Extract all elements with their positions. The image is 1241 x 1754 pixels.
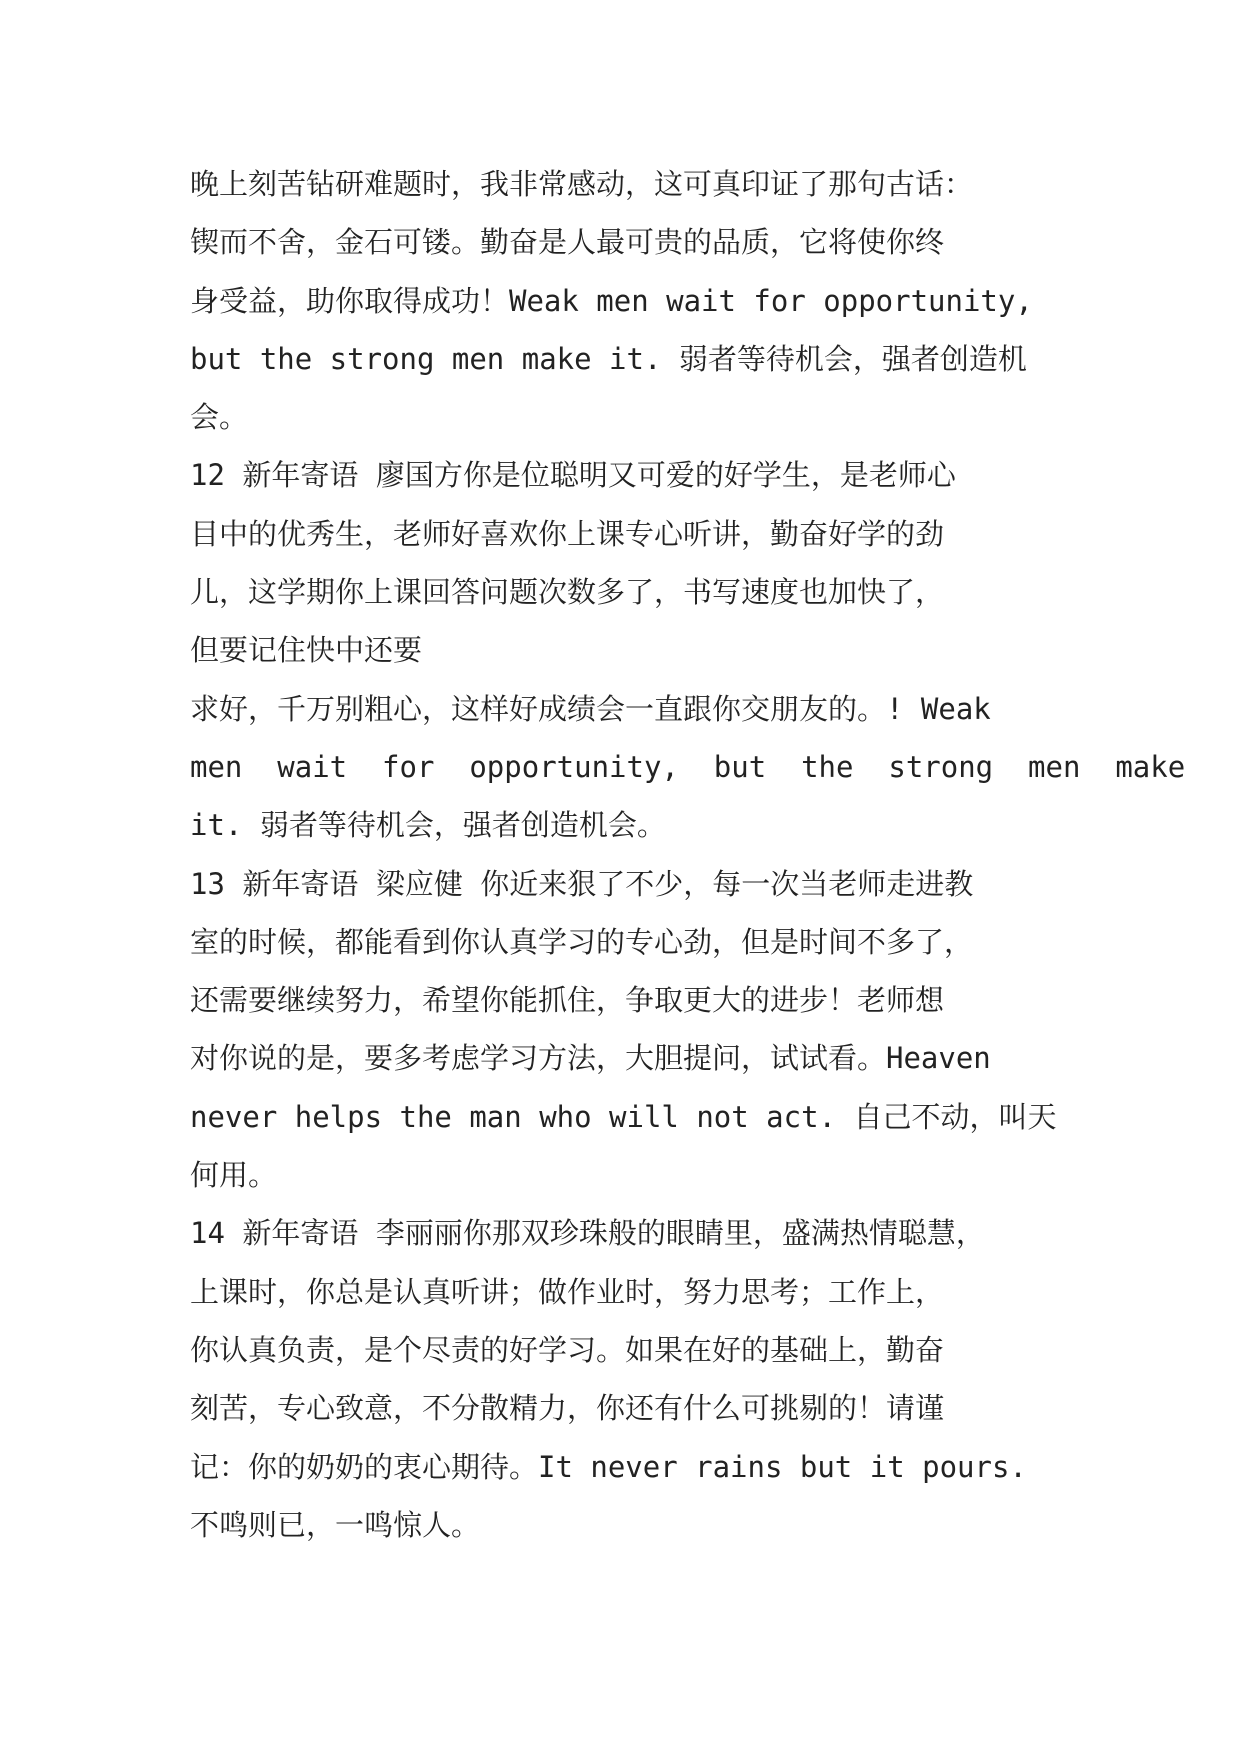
text-line: 何用。	[190, 1158, 278, 1193]
text-line: never helps the man who will not act. 自己不动，叫天	[190, 1099, 1057, 1134]
text-line: 13 新年寄语 梁应健 你近来狠了不少，每一次当老师走进教	[190, 866, 974, 901]
paragraph-3	[190, 680, 1186, 855]
text-line: 儿，这学期你上课回答问题次数多了，书写速度也加快了，	[190, 575, 945, 610]
paragraph-5	[190, 1204, 1070, 1554]
text-line: 你认真负责，是个尽责的好学习。如果在好的基础上，勤奋	[190, 1332, 945, 1367]
text-line: 还需要继续努力，希望你能抓住，争取更大的进步！老师想	[190, 983, 945, 1018]
text-line: 对你说的是，要多考虑学习方法，大胆提问，试试看。Heaven	[190, 1041, 991, 1076]
text-line: 室的时候，都能看到你认真学习的专心劲，但是时间不多了，	[190, 924, 974, 959]
paragraph-4	[190, 855, 1070, 1205]
text-line: 目中的优秀生，老师好喜欢你上课专心听讲，勤奋好学的劲	[190, 516, 945, 551]
paragraph-2	[190, 446, 1070, 679]
text-line: 12 新年寄语 廖国方你是位聪明又可爱的好学生，是老师心	[190, 458, 956, 493]
text-line: 但要记住快中还要	[190, 633, 423, 668]
document-page	[190, 155, 1186, 1554]
text-line: 记：你的奶奶的衷心期待。It never rains but it pours.	[190, 1449, 1027, 1484]
text-line: 锲而不舍，金石可镂。勤奋是人最可贵的品质，它将使你终	[190, 225, 945, 260]
text-line: it. 弱者等待机会，强者创造机会。	[190, 808, 666, 843]
text-line: 求好，千万别粗心，这样好成绩会一直跟你交朋友的。! Weak	[190, 691, 991, 726]
text-line: 上课时，你总是认真听讲；做作业时，努力思考；工作上，	[190, 1274, 945, 1309]
paragraph-1	[190, 155, 1070, 446]
text-line: 刻苦，专心致意，不分散精力，你还有什么可挑剔的！请谨	[190, 1391, 945, 1426]
text-line: 14 新年寄语 李丽丽你那双珍珠般的眼睛里，盛满热情聪慧，	[190, 1216, 985, 1251]
text-line: 身受益，助你取得成功！Weak men wait for opportunity,	[190, 283, 1033, 318]
text-line: 会。	[190, 400, 249, 435]
text-line: 不鸣则已，一鸣惊人。	[190, 1507, 481, 1542]
text-line: but the strong men make it. 弱者等待机会，强者创造机	[190, 341, 1027, 376]
text-line: 晚上刻苦钻研难题时，我非常感动，这可真印证了那句古话：	[190, 167, 974, 201]
text-line: men wait for opportunity, but the strong men make	[190, 749, 1186, 784]
